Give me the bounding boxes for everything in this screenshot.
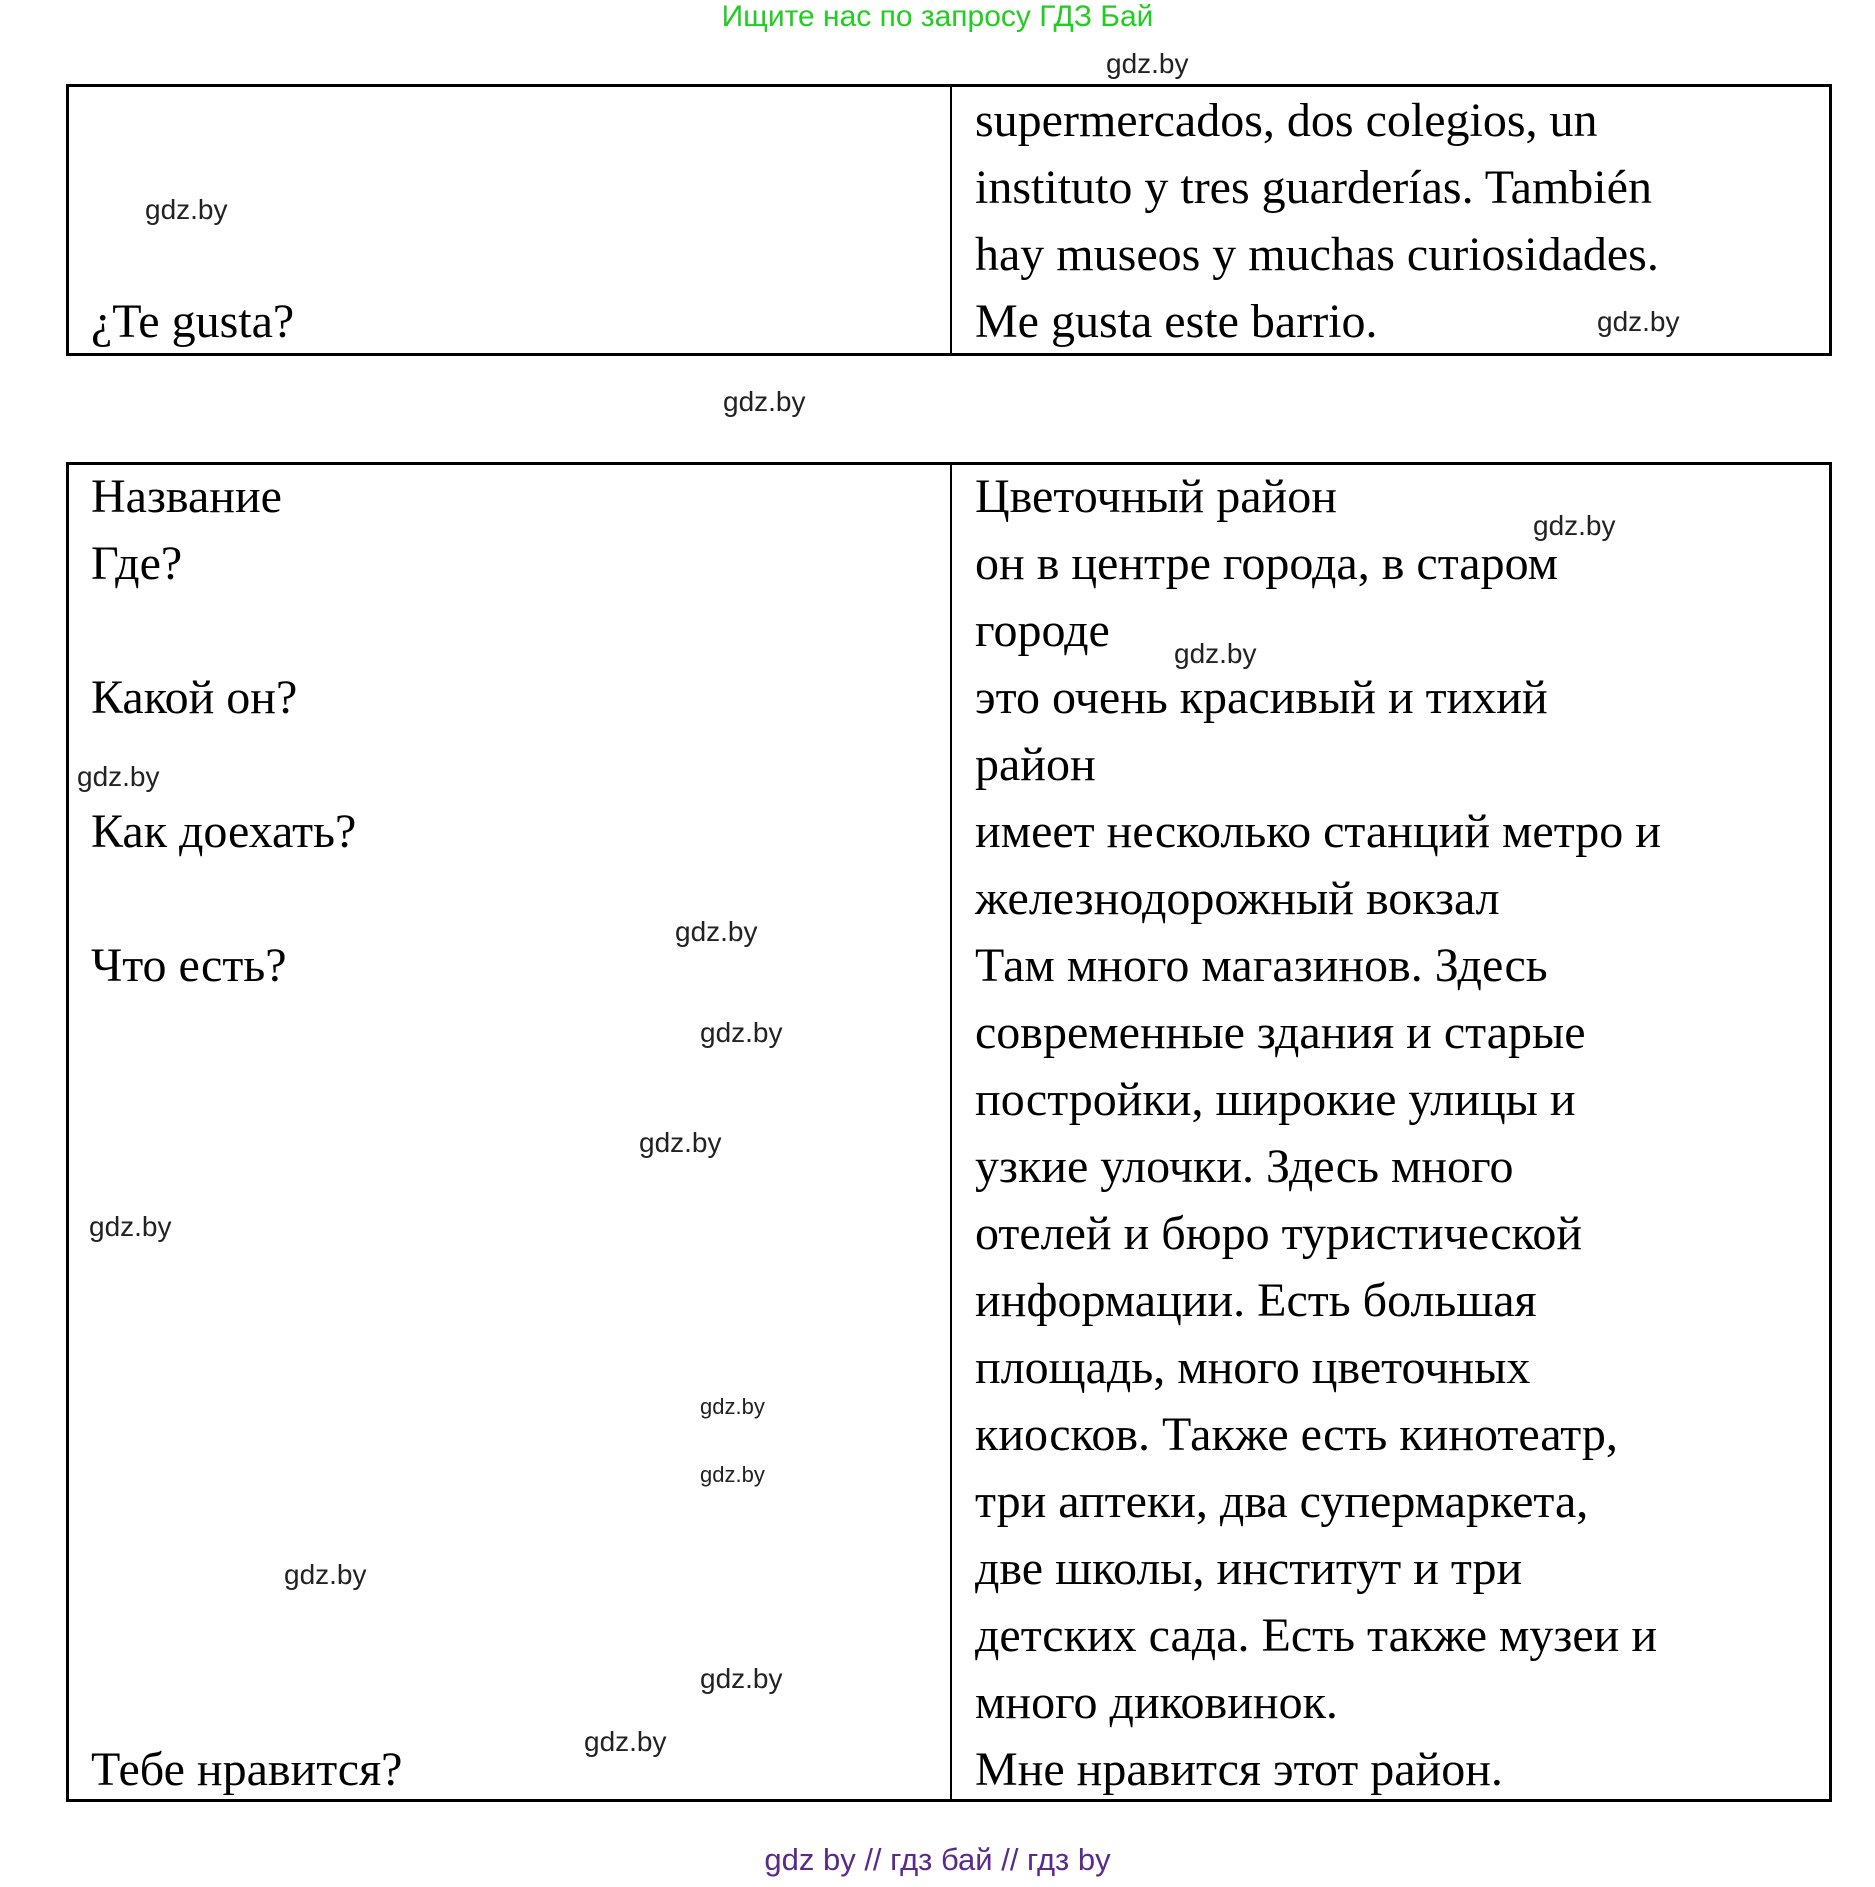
question-label: Как доехать? — [91, 805, 357, 858]
watermark: gdz.by — [1597, 306, 1680, 337]
answer-line: киосков. Также есть кинотеатр, — [975, 1408, 1618, 1461]
answer-line: постройки, широкие улицы и — [975, 1073, 1576, 1126]
column-divider — [950, 465, 952, 1799]
watermark: gdz.by — [284, 1559, 367, 1590]
answer-table-spanish — [66, 84, 1832, 356]
answer-line: железнодорожный вокзал — [975, 872, 1500, 925]
watermark: gdz.by — [1533, 510, 1616, 541]
answer-line: три аптеки, два супермаркета, — [975, 1475, 1589, 1528]
answer-line: узкие улочки. Здесь много — [975, 1140, 1514, 1193]
answer-line: площадь, много цветочных — [975, 1341, 1531, 1394]
answer-table-russian — [66, 462, 1832, 1802]
answer-line: современные здания и старые — [975, 1006, 1586, 1059]
answer-line: Мне нравится этот район. — [975, 1743, 1503, 1796]
answer-line: имеет несколько станций метро и — [975, 805, 1661, 858]
search-hint-header: Ищите нас по запросу ГДЗ Бай — [721, 0, 1154, 33]
answer-line: supermercados, dos colegios, un — [975, 94, 1598, 147]
answer-line: район — [975, 738, 1096, 791]
column-divider — [950, 87, 952, 353]
watermark: gdz.by — [700, 1462, 765, 1487]
watermark: gdz.by — [700, 1017, 783, 1048]
question-label: Где? — [91, 537, 183, 590]
answer-line: Там много магазинов. Здесь — [975, 939, 1548, 992]
question-label: Что есть? — [91, 939, 287, 992]
answer-line: детских сада. Есть также музеи и — [975, 1609, 1658, 1662]
answer-line: информации. Есть большая — [975, 1274, 1537, 1327]
watermark: gdz.by — [1174, 638, 1257, 669]
answer-line: много диковинок. — [975, 1676, 1338, 1729]
answer-line: hay museos y muchas curiosidades. — [975, 228, 1659, 281]
answer-line: две школы, институт и три — [975, 1542, 1523, 1595]
answer-line: городе — [975, 604, 1110, 657]
question-label: Какой он? — [91, 671, 298, 724]
watermark: gdz.by — [723, 386, 806, 417]
watermark: gdz.by — [584, 1726, 667, 1757]
watermark: gdz.by — [700, 1663, 783, 1694]
watermark: gdz.by — [639, 1127, 722, 1158]
watermark: gdz.by — [675, 916, 758, 947]
answer-line: Цветочный район — [975, 470, 1337, 523]
watermark: gdz.by — [145, 194, 228, 225]
question-label: Название — [91, 470, 282, 523]
answer-line: Me gusta este barrio. — [975, 295, 1378, 348]
question-label: ¿Te gusta? — [91, 295, 295, 348]
watermark: gdz.by — [700, 1394, 765, 1419]
answer-line: он в центре города, в старом — [975, 537, 1559, 590]
answer-line: отелей и бюро туристической — [975, 1207, 1583, 1260]
watermark: gdz.by — [1106, 48, 1189, 79]
question-label: Тебе нравится? — [91, 1743, 403, 1796]
answer-line: instituto y tres guarderías. También — [975, 161, 1652, 214]
footer-links: gdz by // гдз бай // гдз by — [764, 1842, 1111, 1877]
watermark: gdz.by — [89, 1211, 172, 1242]
answer-line: это очень красивый и тихий — [975, 671, 1548, 724]
watermark: gdz.by — [77, 761, 160, 792]
